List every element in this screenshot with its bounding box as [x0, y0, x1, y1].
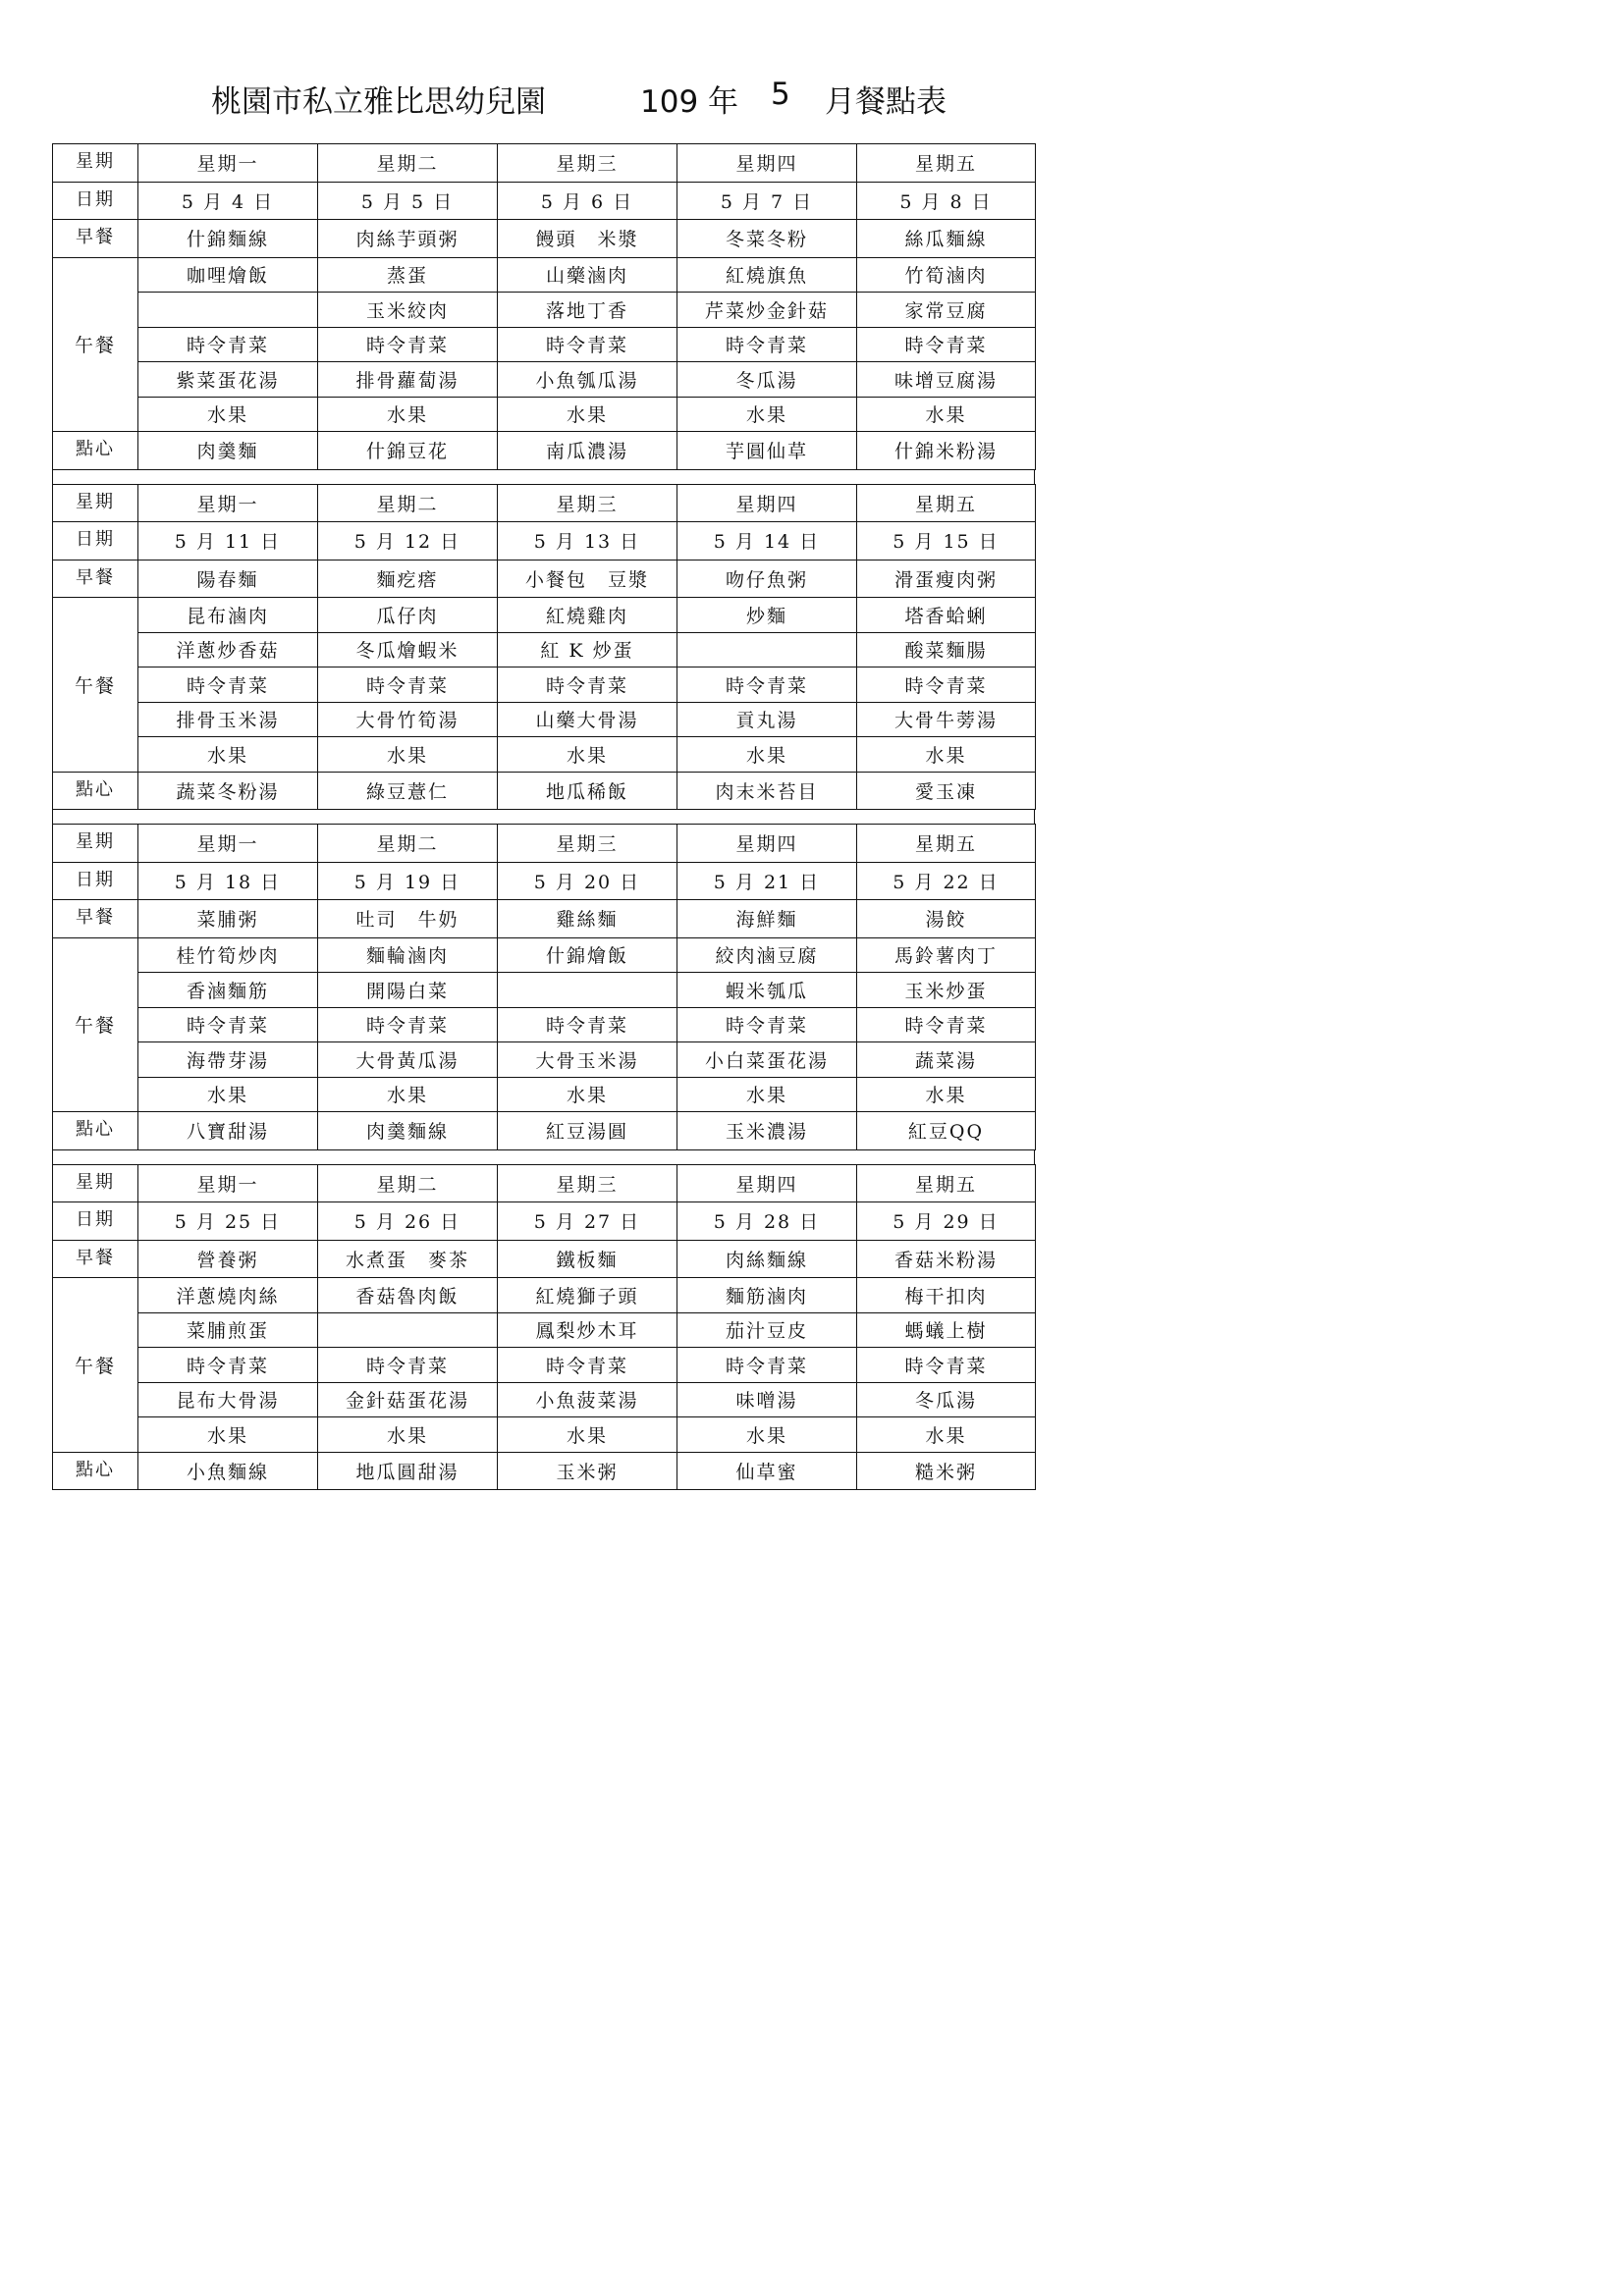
weekday-cell: 星期一 [138, 825, 318, 863]
lunch-cell: 時令青菜 [318, 1348, 498, 1383]
weekday-cell: 星期五 [857, 144, 1036, 183]
weekday-cell: 星期四 [677, 825, 857, 863]
lunch-cell: 水果 [677, 1077, 857, 1112]
lunch-cell: 竹筍滷肉 [857, 257, 1036, 293]
breakfast-cell: 饅頭 米漿 [498, 220, 677, 258]
breakfast-cell: 吐司 牛奶 [318, 900, 498, 938]
week-table [52, 143, 1036, 470]
lunch-row [53, 1348, 1036, 1383]
row-label-snack: 點心 [53, 1112, 138, 1150]
date-cell: 5 月 4 日 [138, 182, 318, 220]
lunch-row [53, 632, 1036, 667]
lunch-cell: 絞肉滷豆腐 [677, 937, 857, 973]
lunch-cell: 金針菇蛋花湯 [318, 1382, 498, 1417]
lunch-cell: 大骨黃瓜湯 [318, 1042, 498, 1078]
snack-cell: 八寶甜湯 [138, 1112, 318, 1150]
lunch-row [53, 327, 1036, 362]
week-separator [52, 470, 1035, 484]
lunch-cell: 小白菜蛋花湯 [677, 1042, 857, 1078]
breakfast-cell: 營養粥 [138, 1240, 318, 1278]
lunch-cell: 鳳梨炒木耳 [498, 1312, 677, 1348]
lunch-cell: 什錦燴飯 [498, 937, 677, 973]
lunch-cell: 螞蟻上樹 [857, 1312, 1036, 1348]
weekday-cell: 星期三 [498, 144, 677, 183]
snack-cell: 玉米濃湯 [677, 1112, 857, 1150]
breakfast-cell: 湯餃 [857, 900, 1036, 938]
row-label-lunch: 午餐 [53, 1278, 138, 1453]
lunch-cell: 時令青菜 [677, 1007, 857, 1042]
week-separator [52, 810, 1035, 824]
snack-cell: 蔬菜冬粉湯 [138, 772, 318, 810]
lunch-cell: 小魚瓠瓜湯 [498, 362, 677, 398]
lunch-cell: 時令青菜 [857, 327, 1036, 362]
breakfast-cell: 絲瓜麵線 [857, 220, 1036, 258]
breakfast-cell: 雞絲麵 [498, 900, 677, 938]
weekday-cell: 星期一 [138, 144, 318, 183]
lunch-row [53, 937, 1036, 973]
lunch-cell: 時令青菜 [498, 327, 677, 362]
lunch-cell: 時令青菜 [498, 1007, 677, 1042]
title-month: 5 [771, 77, 790, 112]
lunch-cell: 麵輪滷肉 [318, 937, 498, 973]
lunch-cell: 水果 [677, 1417, 857, 1453]
snack-row [53, 1452, 1036, 1490]
title-suffix: 月餐點表 [825, 84, 947, 120]
snack-cell: 芋圓仙草 [677, 432, 857, 470]
lunch-cell: 大骨竹筍湯 [318, 702, 498, 737]
lunch-cell: 蝦米瓠瓜 [677, 973, 857, 1008]
lunch-cell: 茄汁豆皮 [677, 1312, 857, 1348]
lunch-row [53, 973, 1036, 1008]
lunch-cell: 水果 [318, 1077, 498, 1112]
row-label-weekday: 星期 [53, 825, 138, 863]
row-label-lunch: 午餐 [53, 257, 138, 432]
row-label-date: 日期 [53, 1202, 138, 1241]
weekday-cell: 星期三 [498, 1164, 677, 1202]
lunch-row [53, 1278, 1036, 1313]
breakfast-cell: 什錦麵線 [138, 220, 318, 258]
snack-row [53, 432, 1036, 470]
lunch-cell: 水果 [318, 397, 498, 432]
lunch-cell: 咖哩燴飯 [138, 257, 318, 293]
snack-cell: 綠豆薏仁 [318, 772, 498, 810]
lunch-cell: 排骨蘿蔔湯 [318, 362, 498, 398]
lunch-cell: 時令青菜 [318, 1007, 498, 1042]
lunch-cell: 落地丁香 [498, 293, 677, 328]
weekday-cell: 星期一 [138, 484, 318, 522]
lunch-cell: 菜脯煎蛋 [138, 1312, 318, 1348]
lunch-cell: 梅干扣肉 [857, 1278, 1036, 1313]
lunch-cell: 酸菜麵腸 [857, 632, 1036, 667]
lunch-row [53, 1417, 1036, 1453]
weekday-cell: 星期四 [677, 144, 857, 183]
lunch-cell: 冬瓜湯 [857, 1382, 1036, 1417]
weekday-row [53, 484, 1036, 522]
lunch-cell: 山藥滷肉 [498, 257, 677, 293]
snack-cell: 玉米粥 [498, 1452, 677, 1490]
snack-cell: 肉末米苔目 [677, 772, 857, 810]
breakfast-row [53, 900, 1036, 938]
date-cell: 5 月 5 日 [318, 182, 498, 220]
lunch-row [53, 1382, 1036, 1417]
lunch-cell: 洋蔥燒肉絲 [138, 1278, 318, 1313]
lunch-row [53, 1312, 1036, 1348]
lunch-cell: 時令青菜 [677, 667, 857, 703]
breakfast-cell: 陽春麵 [138, 560, 318, 598]
lunch-cell: 炒麵 [677, 598, 857, 633]
lunch-cell: 水果 [498, 1077, 677, 1112]
lunch-cell: 山藥大骨湯 [498, 702, 677, 737]
lunch-row [53, 667, 1036, 703]
lunch-cell: 水果 [857, 397, 1036, 432]
snack-cell: 糙米粥 [857, 1452, 1036, 1490]
lunch-cell: 時令青菜 [857, 667, 1036, 703]
row-label-breakfast: 早餐 [53, 560, 138, 598]
lunch-cell: 時令青菜 [318, 667, 498, 703]
lunch-cell: 水果 [138, 1077, 318, 1112]
snack-row [53, 1112, 1036, 1150]
snack-cell: 仙草蜜 [677, 1452, 857, 1490]
date-cell: 5 月 13 日 [498, 522, 677, 561]
lunch-cell [498, 973, 677, 1008]
date-cell: 5 月 12 日 [318, 522, 498, 561]
lunch-cell: 蒸蛋 [318, 257, 498, 293]
lunch-cell: 大骨牛蒡湯 [857, 702, 1036, 737]
row-label-weekday: 星期 [53, 1164, 138, 1202]
lunch-cell: 水果 [857, 1077, 1036, 1112]
weekday-row [53, 144, 1036, 183]
date-cell: 5 月 14 日 [677, 522, 857, 561]
weekday-cell: 星期二 [318, 144, 498, 183]
row-label-date: 日期 [53, 522, 138, 561]
weekday-cell: 星期三 [498, 825, 677, 863]
lunch-row [53, 257, 1036, 293]
breakfast-cell: 菜脯粥 [138, 900, 318, 938]
row-label-breakfast: 早餐 [53, 900, 138, 938]
date-cell: 5 月 8 日 [857, 182, 1036, 220]
breakfast-cell: 肉絲芋頭粥 [318, 220, 498, 258]
date-row [53, 522, 1036, 561]
lunch-cell: 水果 [857, 1417, 1036, 1453]
lunch-cell: 時令青菜 [857, 1007, 1036, 1042]
snack-cell: 小魚麵線 [138, 1452, 318, 1490]
date-cell: 5 月 26 日 [318, 1202, 498, 1241]
snack-cell: 肉羹麵線 [318, 1112, 498, 1150]
weekday-cell: 星期五 [857, 484, 1036, 522]
lunch-cell: 時令青菜 [677, 1348, 857, 1383]
snack-cell: 南瓜濃湯 [498, 432, 677, 470]
lunch-cell: 紅 K 炒蛋 [498, 632, 677, 667]
lunch-cell: 水果 [498, 737, 677, 773]
lunch-cell: 水果 [138, 1417, 318, 1453]
snack-cell: 地瓜稀飯 [498, 772, 677, 810]
date-row [53, 182, 1036, 220]
date-cell: 5 月 27 日 [498, 1202, 677, 1241]
lunch-cell: 排骨玉米湯 [138, 702, 318, 737]
lunch-row [53, 397, 1036, 432]
breakfast-cell: 鐵板麵 [498, 1240, 677, 1278]
lunch-cell: 小魚菠菜湯 [498, 1382, 677, 1417]
lunch-row [53, 293, 1036, 328]
school-name: 桃園市私立雅比思幼兒園 [211, 84, 546, 120]
weekday-cell: 星期三 [498, 484, 677, 522]
lunch-cell: 時令青菜 [138, 1007, 318, 1042]
breakfast-cell: 水煮蛋 麥茶 [318, 1240, 498, 1278]
weekday-cell: 星期二 [318, 825, 498, 863]
date-cell: 5 月 6 日 [498, 182, 677, 220]
title-year: 109 年 [640, 84, 739, 120]
lunch-cell: 時令青菜 [138, 1348, 318, 1383]
weekday-cell: 星期四 [677, 484, 857, 522]
lunch-cell: 家常豆腐 [857, 293, 1036, 328]
weekday-row [53, 825, 1036, 863]
lunch-cell: 時令青菜 [138, 667, 318, 703]
lunch-cell: 水果 [318, 1417, 498, 1453]
snack-cell: 什錦米粉湯 [857, 432, 1036, 470]
lunch-cell: 時令青菜 [498, 667, 677, 703]
weekday-cell: 星期二 [318, 484, 498, 522]
week-table [52, 824, 1036, 1150]
breakfast-cell: 吻仔魚粥 [677, 560, 857, 598]
lunch-cell: 水果 [138, 737, 318, 773]
snack-cell: 什錦豆花 [318, 432, 498, 470]
week-separator [52, 1150, 1035, 1164]
lunch-cell: 味噌湯 [677, 1382, 857, 1417]
date-cell: 5 月 11 日 [138, 522, 318, 561]
breakfast-row [53, 1240, 1036, 1278]
lunch-cell: 昆布滷肉 [138, 598, 318, 633]
lunch-cell: 時令青菜 [498, 1348, 677, 1383]
row-label-date: 日期 [53, 182, 138, 220]
date-cell: 5 月 29 日 [857, 1202, 1036, 1241]
weekday-cell: 星期五 [857, 825, 1036, 863]
lunch-cell: 水果 [677, 397, 857, 432]
date-row [53, 862, 1036, 900]
lunch-row [53, 1042, 1036, 1078]
meal-schedule [52, 143, 1035, 1490]
lunch-cell [677, 632, 857, 667]
lunch-cell: 貢丸湯 [677, 702, 857, 737]
lunch-cell: 冬瓜湯 [677, 362, 857, 398]
breakfast-cell: 海鮮麵 [677, 900, 857, 938]
lunch-cell: 麵筋滷肉 [677, 1278, 857, 1313]
breakfast-row [53, 560, 1036, 598]
lunch-cell: 海帶芽湯 [138, 1042, 318, 1078]
snack-cell: 肉羹麵 [138, 432, 318, 470]
row-label-date: 日期 [53, 862, 138, 900]
lunch-cell: 時令青菜 [677, 327, 857, 362]
lunch-cell [138, 293, 318, 328]
date-cell: 5 月 22 日 [857, 862, 1036, 900]
breakfast-cell: 香菇米粉湯 [857, 1240, 1036, 1278]
lunch-row [53, 1077, 1036, 1112]
lunch-cell: 芹菜炒金針菇 [677, 293, 857, 328]
weekday-cell: 星期一 [138, 1164, 318, 1202]
row-label-breakfast: 早餐 [53, 220, 138, 258]
row-label-lunch: 午餐 [53, 937, 138, 1112]
row-label-snack: 點心 [53, 1452, 138, 1490]
lunch-cell: 時令青菜 [138, 327, 318, 362]
week-table [52, 1164, 1036, 1491]
breakfast-cell: 滑蛋瘦肉粥 [857, 560, 1036, 598]
date-cell: 5 月 21 日 [677, 862, 857, 900]
date-cell: 5 月 18 日 [138, 862, 318, 900]
weekday-cell: 星期五 [857, 1164, 1036, 1202]
row-label-weekday: 星期 [53, 484, 138, 522]
snack-cell: 愛玉凍 [857, 772, 1036, 810]
lunch-row [53, 737, 1036, 773]
lunch-cell [318, 1312, 498, 1348]
snack-cell: 地瓜圓甜湯 [318, 1452, 498, 1490]
weekday-cell: 星期二 [318, 1164, 498, 1202]
breakfast-cell: 麵疙瘩 [318, 560, 498, 598]
lunch-cell: 洋蔥炒香菇 [138, 632, 318, 667]
breakfast-cell: 冬菜冬粉 [677, 220, 857, 258]
lunch-cell: 水果 [498, 397, 677, 432]
weekday-cell: 星期四 [677, 1164, 857, 1202]
snack-cell: 紅豆湯圓 [498, 1112, 677, 1150]
lunch-cell: 香滷麵筋 [138, 973, 318, 1008]
lunch-cell: 紫菜蛋花湯 [138, 362, 318, 398]
lunch-cell: 玉米絞肉 [318, 293, 498, 328]
snack-row [53, 772, 1036, 810]
lunch-cell: 水果 [318, 737, 498, 773]
lunch-row [53, 598, 1036, 633]
row-label-snack: 點心 [53, 432, 138, 470]
date-cell: 5 月 28 日 [677, 1202, 857, 1241]
breakfast-cell: 肉絲麵線 [677, 1240, 857, 1278]
lunch-cell: 馬鈴薯肉丁 [857, 937, 1036, 973]
row-label-lunch: 午餐 [53, 598, 138, 773]
lunch-cell: 味增豆腐湯 [857, 362, 1036, 398]
lunch-cell: 瓜仔肉 [318, 598, 498, 633]
lunch-cell: 玉米炒蛋 [857, 973, 1036, 1008]
lunch-cell: 蔬菜湯 [857, 1042, 1036, 1078]
lunch-cell: 紅燒獅子頭 [498, 1278, 677, 1313]
lunch-cell: 水果 [498, 1417, 677, 1453]
lunch-row [53, 362, 1036, 398]
row-label-breakfast: 早餐 [53, 1240, 138, 1278]
breakfast-row [53, 220, 1036, 258]
lunch-cell: 大骨玉米湯 [498, 1042, 677, 1078]
lunch-row [53, 1007, 1036, 1042]
date-row [53, 1202, 1036, 1241]
row-label-weekday: 星期 [53, 144, 138, 183]
lunch-cell: 開陽白菜 [318, 973, 498, 1008]
lunch-cell: 香菇魯肉飯 [318, 1278, 498, 1313]
lunch-cell: 塔香蛤蜊 [857, 598, 1036, 633]
lunch-cell: 時令青菜 [318, 327, 498, 362]
lunch-cell: 桂竹筍炒肉 [138, 937, 318, 973]
week-table [52, 484, 1036, 811]
snack-cell: 紅豆QQ [857, 1112, 1036, 1150]
row-label-snack: 點心 [53, 772, 138, 810]
breakfast-cell: 小餐包 豆漿 [498, 560, 677, 598]
date-cell: 5 月 19 日 [318, 862, 498, 900]
date-cell: 5 月 25 日 [138, 1202, 318, 1241]
lunch-cell: 水果 [857, 737, 1036, 773]
lunch-cell: 冬瓜燴蝦米 [318, 632, 498, 667]
lunch-cell: 水果 [677, 737, 857, 773]
lunch-cell: 紅燒雞肉 [498, 598, 677, 633]
date-cell: 5 月 15 日 [857, 522, 1036, 561]
lunch-cell: 時令青菜 [857, 1348, 1036, 1383]
lunch-cell: 水果 [138, 397, 318, 432]
lunch-row [53, 702, 1036, 737]
lunch-cell: 昆布大骨湯 [138, 1382, 318, 1417]
weekday-row [53, 1164, 1036, 1202]
lunch-cell: 紅燒旗魚 [677, 257, 857, 293]
date-cell: 5 月 20 日 [498, 862, 677, 900]
date-cell: 5 月 7 日 [677, 182, 857, 220]
